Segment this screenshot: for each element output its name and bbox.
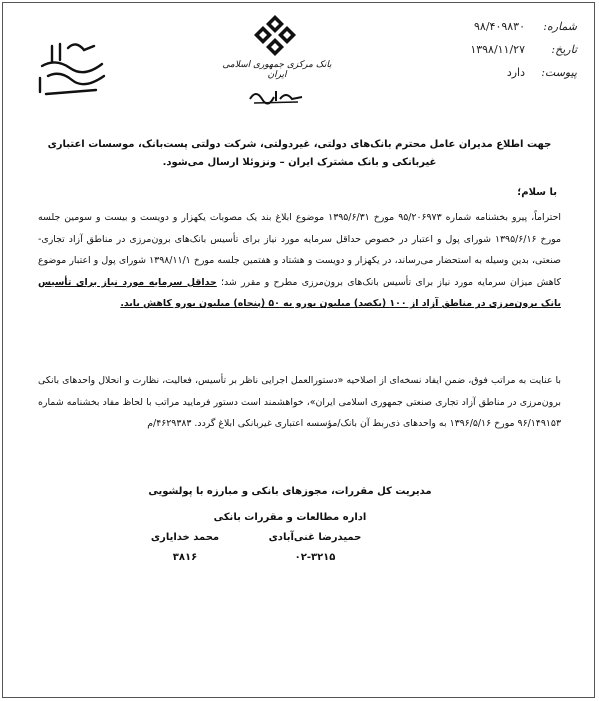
date-row — [397, 43, 577, 66]
body-paragraph-1 — [38, 207, 561, 315]
signature-line-2: اداره مطالعات و مقررات بانکی — [213, 512, 367, 523]
attachment-value: دارد — [506, 66, 525, 79]
number-row — [397, 20, 577, 43]
number-value: ۹۸/۴۰۹۸۳۰ — [474, 20, 525, 33]
paragraph-1-text: احتراماً، پیرو بخشنامه شماره ۹۵/۲۰۶۹۷۳ مورخ ۱۳۹۵/۶/۳۱ موضوع ابلاغ بند یک مصوبات یکهزار و دویست و بیست و سومین جلسه مورخ ۱۳۹۵/۶/۱۶ شورای پول و اعتبار در خصوص حداقل سرمایه مورد نیاز برای تأسیس بانک‌های برون‌مرزی در مناطق آزاد تجاری-صنعتی، بدین وسیله به استحضار می‌رساند، در یکهزار و دویست و هشتاد و هفتمین جلسه مورخ ۱۳۹۸/۱۱/۱ شورای پول و اعتبار موضوع کاهش میزان سرمایه مورد نیاز برای تأسیس بانک‌های برون‌مرزی مطرح و مقرر شد؛ — [38, 212, 562, 288]
year-slogan-calligraphy — [32, 36, 112, 100]
attachment-label: پیوست: — [541, 66, 577, 79]
intro-text: جهت اطلاع مدیران عامل محترم بانک‌های دولتی، غیردولتی، شرکت دولتی پست‌بانک، موسسات اعتباری غیربانکی و بانک مشترک ایران – ونزوئلا ارسال می‌شود. — [47, 139, 552, 168]
signer-right-extension: ۰۲-۳۲۱۵ — [294, 552, 336, 563]
letter-meta — [397, 20, 577, 89]
bank-name: بانک مرکزی جمهوری اسلامی ایران — [222, 60, 332, 80]
signer-left-extension: ۳۸۱۶ — [172, 552, 198, 563]
date-label: تاریخ: — [551, 43, 577, 56]
body-paragraph-2: با عنایت به مراتب فوق، ضمن ایفاد نسخه‌ای از اصلاحیه «دستورالعمل اجرایی ناظر بر تأسیس، فعالیت، نظارت و انحلال واحدهای بانکی برون‌مرزی در مناطق آزاد تجاری صنعتی جمهوری اسلامی ایران»، خواهشمند است دستور فرمایید مراتب با لحاظ مفاد بخشنامه شماره ۹۶/۱۴۹۱۵۳ مورخ ۱۳۹۶/۵/۱۶ به واحدهای ذی‌ربط آن بانک/مؤسسه اعتباری غیربانکی ابلاغ گردد. ۴۶۲۹۳۸۳/م — [38, 375, 561, 430]
date-value: ۱۳۹۸/۱۱/۲۷ — [470, 43, 525, 56]
attachment-row — [397, 66, 577, 89]
signature-line-1: مدیریت کل مقررات، مجوزهای بانکی و مبارزه با پولشویی — [148, 486, 432, 497]
greeting: با سلام؛ — [517, 187, 557, 198]
paragraph-1-emphasis: حداقل سرمایه مورد نیاز برای تأسیس بانک برون‌مرزی در مناطق آزاد از ۱۰۰ (یکصد) میلیون یورو به ۵۰ (پنجاه) میلیون یورو کاهش یابد. — [38, 276, 561, 310]
central-bank-logo-icon — [253, 14, 297, 60]
bismillah-calligraphy — [246, 85, 306, 107]
signer-right-name: حمیدرضا غنی‌آبادی — [268, 532, 362, 543]
signer-left-name: محمد خدایاری — [150, 532, 220, 543]
number-label: شماره: — [543, 20, 577, 33]
